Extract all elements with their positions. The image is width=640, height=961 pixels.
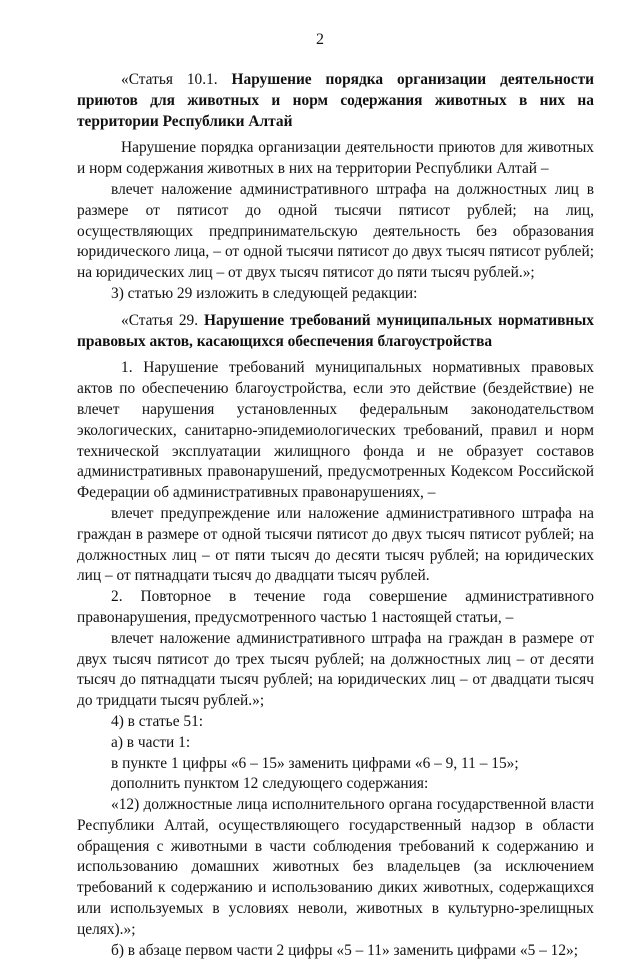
article-29-heading — [77, 311, 594, 353]
paragraph: «12) должностные лица исполнительного органа государственной власти Республики Алтай, осуществляющего государственный надзор в области обращения с животными в части соблюдения требований к содержанию и использованию домашних животных без владельцев (за исключением требований к содержанию и использованию диких животных, содержащихся или используемых в условиях неволи, животных в культурно-зрелищных целях).»; — [77, 796, 594, 938]
paragraph: 4) в статье 51: — [111, 712, 204, 730]
document-body — [77, 70, 594, 961]
paragraph: влечет наложение административного штрафа на граждан в размере от двух тысяч пятисот до трех тысяч рублей; на должностных лиц – от десяти тысяч до пятнадцати тысяч рублей; на юридических лиц – от двадцати тысяч до тридцати тысяч рублей.»; — [77, 629, 594, 710]
paragraph: в пункте 1 цифры «6 – 15» заменить цифрами «6 – 9, 11 – 15»; — [111, 754, 519, 772]
article-10-1-prefix: «Статья 10.1. — [121, 71, 232, 88]
article-29-title: Нарушение требований муниципальных нормативных правовых актов, касающихся обеспечения благоустройства — [77, 311, 594, 350]
paragraph: влечет наложение административного штрафа на должностных лиц в размере от пятисот до одной тысячи пятисот рублей; на лиц, осуществляющих предпринимательскую деятельность без образования юридического лица, – от одной тысячи пятисот до двух тысяч пятисот рублей; на юридических лиц – от двух тысяч пятисот до пяти тысяч рублей.»; — [77, 180, 594, 282]
article-10-1-heading — [77, 70, 594, 132]
paragraph: 1. Нарушение требований муниципальных нормативных правовых актов по обеспечению благоустройства, если это действие (бездействие) не влечет нарушения установленных федеральным законодательством экологических, санитарно-эпидемиологических требований, правил и норм технической эксплуатации жилищного фонда и не образует составов административных правонарушений, предусмотренных Кодексом Российской Федерации об административных правонарушениях, – — [77, 359, 594, 502]
paragraph: б) в абзаце первом части 2 цифры «5 – 11» заменить цифрами «5 – 12»; — [111, 941, 579, 959]
paragraph: дополнить пунктом 12 следующего содержания: — [111, 775, 429, 793]
paragraph: 2. Повторное в течение года совершение административного правонарушения, предусмотренного частью 1 настоящей статьи, – — [77, 588, 594, 626]
paragraph: влечет предупреждение или наложение административного штрафа на граждан в размере от одной тысячи пятисот до двух тысяч пятисот рублей; на должностных лиц – от пяти тысяч до десяти тысяч рублей; на юридических лиц – от пятнадцати тысяч до двадцати тысяч рублей. — [77, 504, 594, 585]
paragraph: 3) статью 29 изложить в следующей редакции: — [111, 284, 418, 302]
paragraph: а) в части 1: — [111, 733, 191, 751]
article-29-prefix: «Статья 29. — [121, 311, 204, 329]
paragraph: Нарушение порядка организации деятельности приютов для животных и норм содержания животных в них на территории Республики Алтай – — [77, 139, 594, 178]
article-10-1-title: Нарушение порядка организации деятельности приютов для животных и норм содержания животных в них на территории Республики Алтай — [77, 71, 595, 130]
page-number: 2 — [316, 31, 324, 48]
